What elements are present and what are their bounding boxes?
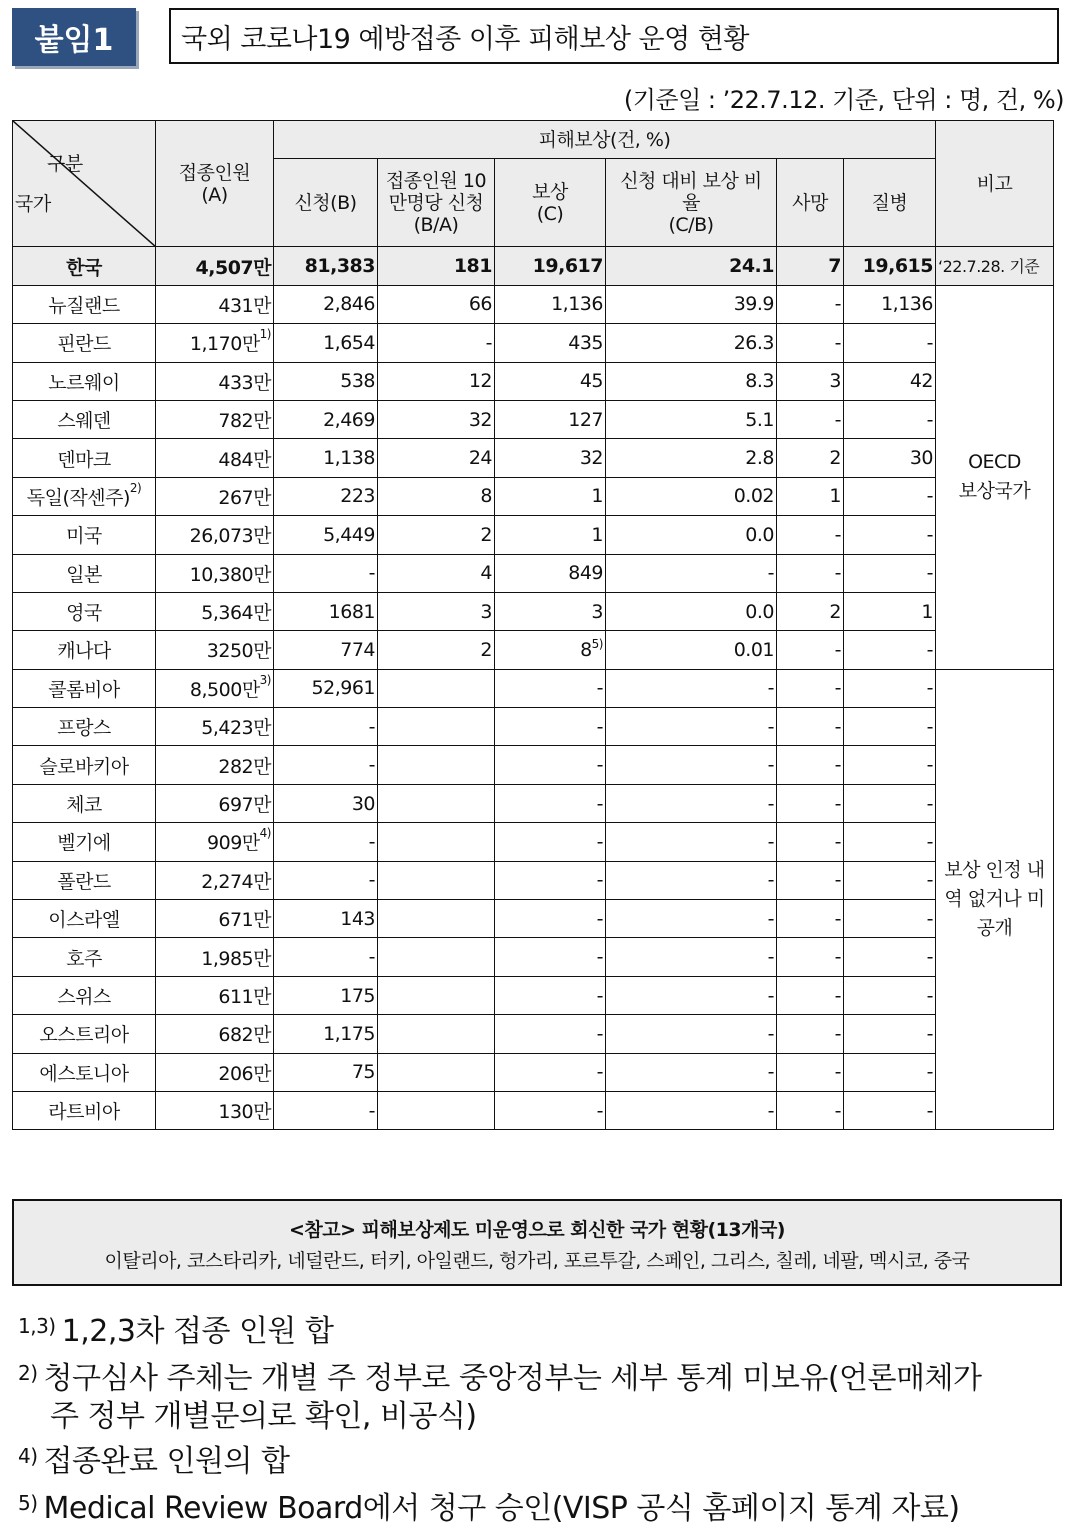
compensated-cell: 435 <box>495 324 606 362</box>
disease-cell: 42 <box>844 362 936 400</box>
reference-box <box>12 1199 1062 1286</box>
applied-cell: 538 <box>274 362 378 400</box>
death-cell: - <box>777 631 844 669</box>
table-row <box>13 439 1054 477</box>
disease-cell: - <box>844 861 936 899</box>
compensation-table <box>12 120 1054 1130</box>
death-cell: - <box>777 784 844 822</box>
per-100k-cell <box>378 861 495 899</box>
country-cell: 영국 <box>13 592 156 630</box>
header-compensated: 보상 (C) <box>495 159 606 247</box>
per-100k-cell <box>378 669 495 707</box>
disease-cell: - <box>844 669 936 707</box>
compensated-cell: - <box>495 669 606 707</box>
country-cell: 핀란드 <box>13 324 156 362</box>
vaccinated-cell: 2,274만 <box>156 861 274 899</box>
death-cell: - <box>777 976 844 1014</box>
disease-cell: - <box>844 1091 936 1129</box>
death-cell: - <box>777 823 844 861</box>
applied-cell: 30 <box>274 784 378 822</box>
country-cell: 슬로바키아 <box>13 746 156 784</box>
table-row <box>13 1015 1054 1053</box>
ratio-cell: 0.0 <box>606 516 777 554</box>
table-row <box>13 784 1054 822</box>
compensated-cell: - <box>495 823 606 861</box>
per-100k-cell <box>378 976 495 1014</box>
table-row <box>13 746 1054 784</box>
vaccinated-cell: 782만 <box>156 400 274 438</box>
table-row <box>13 324 1054 362</box>
oecd-note-cell: OECD 보상국가 <box>936 285 1054 669</box>
vaccinated-cell: 697만 <box>156 784 274 822</box>
compensated-cell: - <box>495 1015 606 1053</box>
vaccinated-cell: 433만 <box>156 362 274 400</box>
ratio-cell: 26.3 <box>606 324 777 362</box>
vaccinated-cell: 682만 <box>156 1015 274 1053</box>
country-cell: 체코 <box>13 784 156 822</box>
vaccinated-cell: 671만 <box>156 900 274 938</box>
korea-vaccinated: 4,507만 <box>156 247 274 285</box>
vaccinated-cell: 130만 <box>156 1091 274 1129</box>
death-cell: - <box>777 324 844 362</box>
per-100k-cell <box>378 823 495 861</box>
korea-disease: 19,615 <box>844 247 936 285</box>
header-diagonal-cell <box>13 121 156 247</box>
per-100k-cell: 66 <box>378 285 495 323</box>
applied-cell: 75 <box>274 1053 378 1091</box>
death-cell: - <box>777 516 844 554</box>
death-cell: 1 <box>777 477 844 515</box>
disease-cell: 1 <box>844 592 936 630</box>
applied-cell: 1,138 <box>274 439 378 477</box>
compensated-cell: - <box>495 784 606 822</box>
ratio-cell: 0.0 <box>606 592 777 630</box>
table-row <box>13 900 1054 938</box>
death-cell: - <box>777 1091 844 1129</box>
per-100k-cell: 24 <box>378 439 495 477</box>
compensated-cell: 32 <box>495 439 606 477</box>
disease-cell: - <box>844 554 936 592</box>
compensated-cell: - <box>495 746 606 784</box>
ratio-cell: 39.9 <box>606 285 777 323</box>
country-cell: 덴마크 <box>13 439 156 477</box>
disease-cell: 30 <box>844 439 936 477</box>
compensated-cell: - <box>495 1053 606 1091</box>
per-100k-cell <box>378 900 495 938</box>
country-cell: 이스라엘 <box>13 900 156 938</box>
ratio-cell: - <box>606 823 777 861</box>
applied-cell: - <box>274 861 378 899</box>
applied-cell: 2,469 <box>274 400 378 438</box>
country-cell: 일본 <box>13 554 156 592</box>
death-cell: 3 <box>777 362 844 400</box>
country-cell: 미국 <box>13 516 156 554</box>
ratio-cell: - <box>606 746 777 784</box>
disease-cell: - <box>844 477 936 515</box>
vaccinated-cell: 431만 <box>156 285 274 323</box>
ratio-cell: - <box>606 669 777 707</box>
country-cell: 뉴질랜드 <box>13 285 156 323</box>
country-cell: 캐나다 <box>13 631 156 669</box>
death-cell: 2 <box>777 439 844 477</box>
disease-cell: - <box>844 938 936 976</box>
vaccinated-cell: 206만 <box>156 1053 274 1091</box>
disease-cell: - <box>844 1053 936 1091</box>
table-row <box>13 477 1054 515</box>
death-cell: - <box>777 861 844 899</box>
applied-cell: 2,846 <box>274 285 378 323</box>
death-cell: - <box>777 900 844 938</box>
per-100k-cell: 8 <box>378 477 495 515</box>
table-row <box>13 1091 1054 1129</box>
vaccinated-cell: 267만 <box>156 477 274 515</box>
per-100k-cell: - <box>378 324 495 362</box>
country-cell: 콜롬비아 <box>13 669 156 707</box>
country-cell: 폴란드 <box>13 861 156 899</box>
ratio-cell: - <box>606 708 777 746</box>
applied-cell: 774 <box>274 631 378 669</box>
vaccinated-cell: 484만 <box>156 439 274 477</box>
footnote-4: $^{4)}$ 접종완료 인원의 합 <box>18 1444 290 1479</box>
vaccinated-cell: 611만 <box>156 976 274 1014</box>
death-cell: - <box>777 1015 844 1053</box>
ratio-cell: - <box>606 1053 777 1091</box>
compensated-cell: 45 <box>495 362 606 400</box>
korea-per-100k: 181 <box>378 247 495 285</box>
ratio-cell: 2.8 <box>606 439 777 477</box>
table-row <box>13 631 1054 669</box>
vaccinated-cell: 5,423만 <box>156 708 274 746</box>
vaccinated-cell: 1,170만$^{1)}$ <box>156 324 274 362</box>
compensated-cell: - <box>495 1091 606 1129</box>
death-cell: - <box>777 938 844 976</box>
ratio-cell: 0.01 <box>606 631 777 669</box>
header-disease: 질병 <box>844 159 936 247</box>
appendix-badge: 붙임1 <box>12 8 136 66</box>
header-compensation-group: 피해보상(건, %) <box>274 121 936 159</box>
per-100k-cell: 3 <box>378 592 495 630</box>
compensated-cell: 1,136 <box>495 285 606 323</box>
applied-cell: 52,961 <box>274 669 378 707</box>
applied-cell: - <box>274 708 378 746</box>
per-100k-cell <box>378 1015 495 1053</box>
title-text: 국외 코로나19 예방접종 이후 피해보상 운영 현황 <box>181 23 749 55</box>
reference-title: <참고> 피해보상제도 미운영으로 회신한 국가 현황(13개국) <box>288 1219 785 1241</box>
per-100k-cell <box>378 1091 495 1129</box>
table-row <box>13 592 1054 630</box>
header-ratio: 신청 대비 보상 비 율 (C/B) <box>606 159 777 247</box>
country-cell: 라트비아 <box>13 1091 156 1129</box>
disease-cell: - <box>844 324 936 362</box>
ratio-cell: - <box>606 784 777 822</box>
applied-cell: 1681 <box>274 592 378 630</box>
table-row <box>13 708 1054 746</box>
applied-cell: - <box>274 938 378 976</box>
per-100k-cell <box>378 708 495 746</box>
compensated-cell: - <box>495 861 606 899</box>
vaccinated-cell: 5,364만 <box>156 592 274 630</box>
country-cell: 스웨덴 <box>13 400 156 438</box>
vaccinated-cell: 282만 <box>156 746 274 784</box>
applied-cell: 143 <box>274 900 378 938</box>
applied-cell: - <box>274 1091 378 1129</box>
compensated-cell: - <box>495 900 606 938</box>
disease-cell: 1,136 <box>844 285 936 323</box>
applied-cell: 223 <box>274 477 378 515</box>
korea-death: 7 <box>777 247 844 285</box>
ratio-cell: - <box>606 1015 777 1053</box>
death-cell: - <box>777 746 844 784</box>
footnote-1-3: $^{1,3)}$ 1,2,3차 접종 인원 합 <box>18 1314 334 1349</box>
vaccinated-cell: 1,985만 <box>156 938 274 976</box>
death-cell: 2 <box>777 592 844 630</box>
per-100k-cell <box>378 746 495 784</box>
compensated-cell: 8$^{5)}$ <box>495 631 606 669</box>
per-100k-cell <box>378 1053 495 1091</box>
compensated-cell: 849 <box>495 554 606 592</box>
table-row <box>13 285 1054 323</box>
disease-cell: - <box>844 708 936 746</box>
country-cell: 호주 <box>13 938 156 976</box>
applied-cell: - <box>274 746 378 784</box>
disease-cell: - <box>844 746 936 784</box>
korea-applied: 81,383 <box>274 247 378 285</box>
basis-date-unit: (기준일 : ’22.7.12. 기준, 단위 : 명, 건, %) <box>623 86 1064 114</box>
vaccinated-cell: 909만$^{4)}$ <box>156 823 274 861</box>
korea-country: 한국 <box>13 247 156 285</box>
per-100k-cell: 4 <box>378 554 495 592</box>
country-cell: 에스토니아 <box>13 1053 156 1091</box>
death-cell: - <box>777 669 844 707</box>
table-row <box>13 669 1054 707</box>
korea-ratio: 24.1 <box>606 247 777 285</box>
per-100k-cell: 2 <box>378 516 495 554</box>
header-per-100k: 접종인원 10 만명당 신청 (B/A) <box>378 159 495 247</box>
header-death: 사망 <box>777 159 844 247</box>
header-category: 구분 <box>47 153 83 175</box>
korea-row <box>13 247 1054 285</box>
ratio-cell: 5.1 <box>606 400 777 438</box>
applied-cell: - <box>274 823 378 861</box>
header-vaccinated: 접종인원 (A) <box>156 121 274 247</box>
country-cell: 벨기에 <box>13 823 156 861</box>
death-cell: - <box>777 1053 844 1091</box>
header-remarks: 비고 <box>936 121 1054 247</box>
korea-note: ‘22.7.28. 기준 <box>936 247 1054 285</box>
per-100k-cell: 32 <box>378 400 495 438</box>
vaccinated-cell: 10,380만 <box>156 554 274 592</box>
death-cell: - <box>777 400 844 438</box>
disease-cell: - <box>844 516 936 554</box>
table-row <box>13 1053 1054 1091</box>
country-cell: 스위스 <box>13 976 156 1014</box>
korea-compensated: 19,617 <box>495 247 606 285</box>
compensated-cell: - <box>495 976 606 1014</box>
per-100k-cell: 12 <box>378 362 495 400</box>
vaccinated-cell: 26,073만 <box>156 516 274 554</box>
table-row <box>13 400 1054 438</box>
document-title <box>169 8 1059 64</box>
table-row <box>13 362 1054 400</box>
footnote-2-cont: 주 정부 개별문의로 확인, 비공식) <box>50 1399 477 1434</box>
compensated-cell: 3 <box>495 592 606 630</box>
disease-cell: - <box>844 823 936 861</box>
ratio-cell: 0.02 <box>606 477 777 515</box>
per-100k-cell: 2 <box>378 631 495 669</box>
table-row <box>13 976 1054 1014</box>
reference-countries: 이탈리아, 코스타리카, 네덜란드, 터키, 아일랜드, 헝가리, 포르투갈, 스페인, 그리스, 칠레, 네팔, 멕시코, 중국 <box>104 1250 970 1272</box>
ratio-cell: - <box>606 976 777 1014</box>
applied-cell: 175 <box>274 976 378 1014</box>
table-row <box>13 516 1054 554</box>
footnote-5: $^{5)}$ Medical Review Board에서 청구 승인(VISP 공식 홈페이지 통계 자료) <box>18 1491 960 1526</box>
table-row <box>13 861 1054 899</box>
death-cell: - <box>777 554 844 592</box>
ratio-cell: 8.3 <box>606 362 777 400</box>
ratio-cell: - <box>606 900 777 938</box>
header-applied: 신청(B) <box>274 159 378 247</box>
per-100k-cell <box>378 938 495 976</box>
disease-cell: - <box>844 631 936 669</box>
applied-cell: - <box>274 554 378 592</box>
footnote-2: $^{2)}$ 청구심사 주체는 개별 주 정부로 중앙정부는 세부 통계 미보유(언론매체가 <box>18 1361 982 1396</box>
disease-cell: - <box>844 784 936 822</box>
compensated-cell: 1 <box>495 516 606 554</box>
compensated-cell: - <box>495 938 606 976</box>
table-row <box>13 554 1054 592</box>
header-country: 국가 <box>15 193 51 215</box>
applied-cell: 5,449 <box>274 516 378 554</box>
disease-cell: - <box>844 1015 936 1053</box>
ratio-cell: - <box>606 861 777 899</box>
applied-cell: 1,175 <box>274 1015 378 1053</box>
compensated-cell: 1 <box>495 477 606 515</box>
ratio-cell: - <box>606 938 777 976</box>
death-cell: - <box>777 708 844 746</box>
disease-cell: - <box>844 400 936 438</box>
vaccinated-cell: 8,500만$^{3)}$ <box>156 669 274 707</box>
disease-cell: - <box>844 900 936 938</box>
compensated-cell: 127 <box>495 400 606 438</box>
ratio-cell: - <box>606 554 777 592</box>
per-100k-cell <box>378 784 495 822</box>
ratio-cell: - <box>606 1091 777 1129</box>
disease-cell: - <box>844 976 936 1014</box>
table-row <box>13 823 1054 861</box>
country-cell: 오스트리아 <box>13 1015 156 1053</box>
applied-cell: 1,654 <box>274 324 378 362</box>
country-cell: 프랑스 <box>13 708 156 746</box>
compensated-cell: - <box>495 708 606 746</box>
diagonal-line <box>13 121 156 247</box>
country-cell: 노르웨이 <box>13 362 156 400</box>
death-cell: - <box>777 285 844 323</box>
country-cell: 독일(작센주)$^{2)}$ <box>13 477 156 515</box>
other-note-cell: 보상 인정 내 역 없거나 미 공개 <box>936 669 1054 1130</box>
table-row <box>13 938 1054 976</box>
vaccinated-cell: 3250만 <box>156 631 274 669</box>
